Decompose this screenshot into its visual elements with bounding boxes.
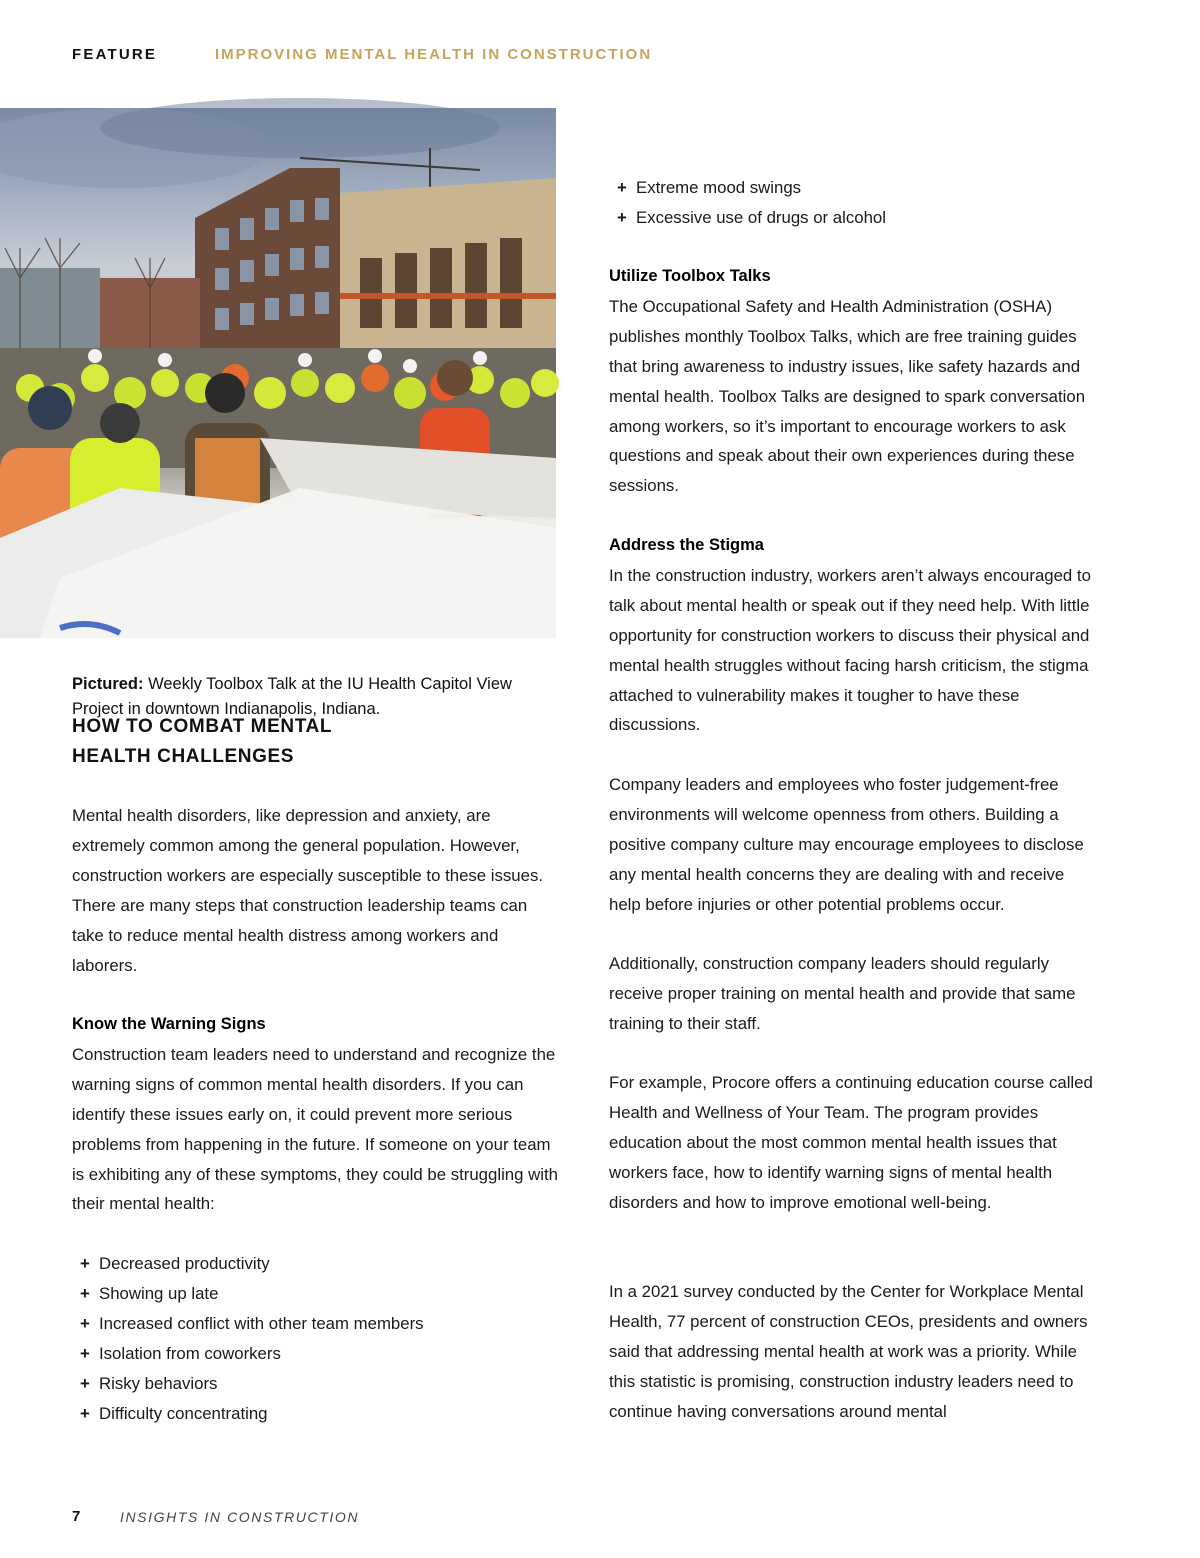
warning-signs-title: Know the Warning Signs [72, 1015, 266, 1033]
list-item [72, 1339, 562, 1369]
continued-list-block [609, 173, 1099, 233]
warning-signs-list-block [72, 1249, 562, 1428]
toolbox-block [609, 262, 1099, 501]
stigma-title: Address the Stigma [609, 536, 764, 554]
list-item-text: Extreme mood swings [636, 178, 802, 197]
culture-block [609, 770, 1099, 920]
stigma-paragraph-3: Additionally, construction company leaders should regularly receive proper training on mental health and provide that same training to their staff. [609, 954, 1076, 1033]
list-item-text: Excessive use of drugs or alcohol [636, 207, 886, 227]
intro-block [72, 801, 562, 980]
plus-bullet: + [80, 1283, 90, 1303]
warning-signs-list [72, 1249, 562, 1428]
plus-bullet: + [80, 1373, 90, 1393]
construction-photo [0, 108, 556, 718]
toolbox-title: Utilize Toolbox Talks [609, 267, 771, 285]
page-number: 7 [72, 1508, 81, 1525]
intro-paragraph: Mental health disorders, like depression and anxiety, are extremely common among the general population. However, construction workers are especially susceptible to these issues. There are many steps that construction leadership teams can take to reduce mental health distress among workers and laborers. [72, 806, 544, 975]
section-heading-line-2: HEALTH CHALLENGES [72, 746, 295, 767]
list-item-text: Showing up late [99, 1283, 219, 1303]
continued-signs-list [609, 173, 1099, 233]
caption-label: Pictured: [72, 675, 144, 693]
stigma-paragraph-5: In a 2021 survey conducted by the Center for Workplace Mental Health, 77 percent of construction CEOs, presidents and owners said that addressing mental health at work was a priority. While this statistic is promising, construction industry leaders need to continue having conversations around mental [609, 1282, 1088, 1421]
stigma-block [609, 531, 1099, 740]
stigma-paragraph-2: Company leaders and employees who foster judgement-free environments will welcome openness from others. Building a positive company culture may encourage employees to disclose any mental health concerns they are dealing with and receive help before injuries or other potential problems occur. [609, 775, 1084, 914]
construction-site-illustration [0, 108, 556, 638]
list-item-text: Difficulty concentrating [99, 1403, 268, 1423]
list-item [72, 1279, 562, 1309]
section-heading-line-1: HOW TO COMBAT MENTAL [72, 716, 333, 737]
plus-bullet: + [80, 1254, 90, 1273]
list-item-text: Decreased productivity [99, 1254, 270, 1273]
section-heading [72, 712, 532, 772]
list-item-text: Isolation from coworkers [99, 1343, 281, 1363]
list-item [72, 1309, 562, 1339]
procore-block [609, 1068, 1099, 1218]
list-item [609, 173, 1099, 203]
list-item [72, 1369, 562, 1399]
warning-signs-paragraph: Construction team leaders need to understand and recognize the warning signs of common mental health disorders. If you can identify these issues early on, it could prevent more serious problems from happening in the future. If someone on your team is exhibiting any of these symptoms, they could be struggling with their mental health: [72, 1044, 558, 1214]
plus-bullet: + [617, 207, 627, 227]
stigma-paragraph-1: In the construction industry, workers aren’t always encouraged to talk about mental health or speak out if they need help. With little opportunity for construction workers to discuss their physical and mental health struggles without facing harsh criticism, the stigma attached to vulnerability makes it tougher to have these discussions. [609, 565, 1091, 735]
list-item [609, 203, 1099, 233]
survey-block [609, 1277, 1099, 1427]
plus-bullet: + [80, 1403, 90, 1423]
publication-name: INSIGHTS IN CONSTRUCTION [120, 1509, 360, 1525]
list-item [72, 1249, 562, 1279]
section-label: FEATURE [72, 46, 158, 63]
plus-bullet: + [80, 1343, 90, 1363]
caption-text: Weekly Toolbox Talk at the IU Health Capitol View Project in downtown Indianapolis, Indiana. [72, 675, 512, 718]
training-block [609, 949, 1099, 1039]
list-item-text: Risky behaviors [99, 1373, 218, 1393]
plus-bullet: + [80, 1313, 90, 1333]
stigma-paragraph-4: For example, Procore offers a continuing education course called Health and Wellness of Your Team. The program provides education about the most common mental health issues that workers face, how to identify warning signs of mental health disorders and how to improve emotional well-being. [609, 1073, 1093, 1212]
toolbox-paragraph: The Occupational Safety and Health Administration (OSHA) publishes monthly Toolbox Talks, which are free training guides that bring awareness to industry issues, like safety hazards and mental health. Toolbox Talks are designed to spark conversation among workers, so it’s important to encourage workers to ask questions and speak about their own experiences during these sessions. [609, 296, 1086, 496]
article-title: IMPROVING MENTAL HEALTH IN CONSTRUCTION [215, 46, 653, 63]
list-item [72, 1399, 562, 1429]
warning-signs-block [72, 1010, 562, 1219]
plus-bullet: + [617, 178, 627, 197]
list-item-text: Increased conflict with other team members [99, 1313, 424, 1333]
